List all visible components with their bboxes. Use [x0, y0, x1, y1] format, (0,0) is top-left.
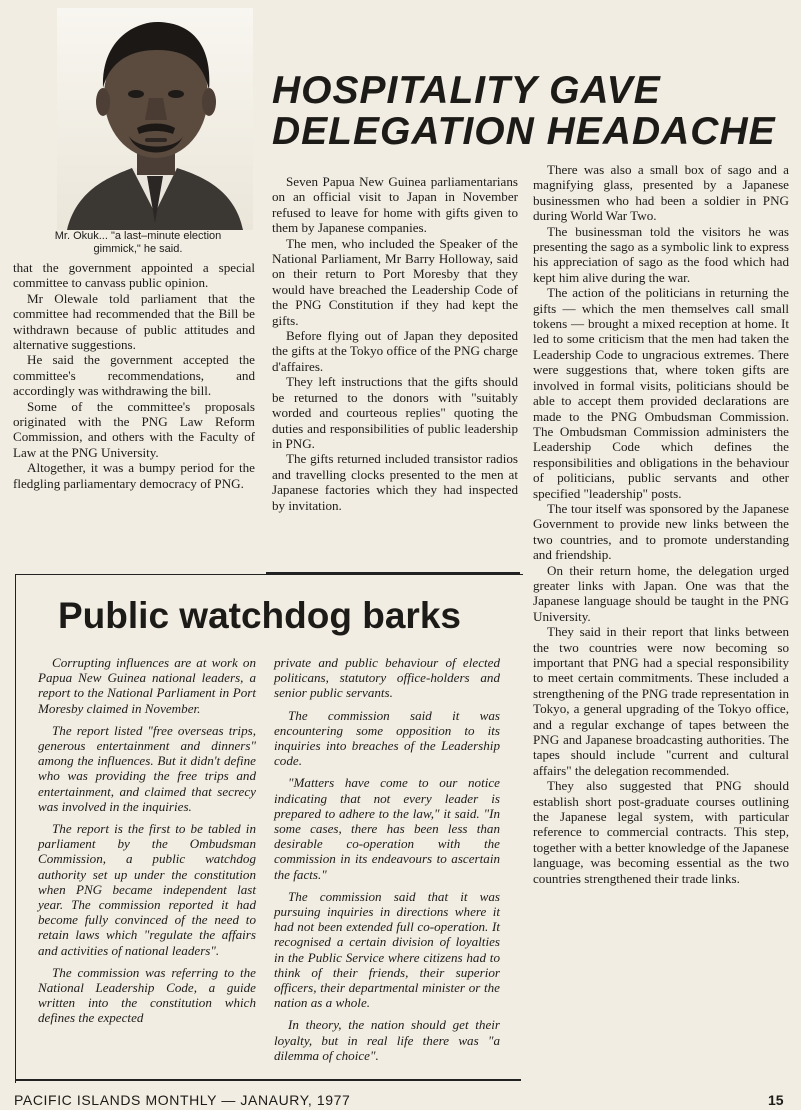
paragraph: Altogether, it was a bumpy period for the fledgling parliamentary democracy of PNG.	[13, 460, 255, 491]
article-column-1	[13, 260, 255, 491]
article-column-2	[272, 174, 518, 513]
page-number: 15	[768, 1092, 784, 1108]
box-column-2	[274, 655, 500, 1063]
headline	[272, 70, 792, 152]
box-bottom-rule	[15, 1079, 521, 1081]
paragraph: that the government appointed a special committee to canvass public opinion.	[13, 260, 255, 291]
paragraph: The action of the politicians in returning the gifts — which the men themselves call small tokens — brought a mixed reception at home. It led to some criticism that the men had taken the Leadership Code to ungracious extremes. There were suggestions that, where token gifts are involved in formal visits, politicians should be able to accept them provided declarations are made to the PNG Ombudsman Commission. The Ombudsman Commission administers the Leadership Code which defines the responsibilities and obligations in the behaviour of politicians, public servants and other specified "leadership" posts.	[533, 285, 789, 501]
portrait-illustration	[57, 8, 253, 230]
paragraph: "Matters have come to our notice indicating that not every leader is prepared to adhere to the law," it said. "In some cases, there has been less than desirable co-operation with the commission in its endeavours to ascertain the facts."	[274, 775, 500, 882]
caption-line-2: gimmick," he said.	[93, 243, 183, 255]
headline-line-1: HOSPITALITY GAVE	[272, 69, 661, 112]
paragraph: They also suggested that PNG should establish short post-graduate courses outlining the Japanese legal system, with particular reference to commercial contracts. This step, together with a better knowledge of the Japanese language, was becoming essential as the two countries strengthened their trade links.	[533, 778, 789, 886]
headline-line-2: DELEGATION HEADACHE	[272, 110, 776, 153]
paragraph: He said the government accepted the committee's recommendations, and accordingly was withdrawing the bill.	[13, 352, 255, 399]
paragraph: The men, who included the Speaker of the National Parliament, Mr Barry Holloway, said on their return to Port Moresby that they would have breached the Leadership Code of the PNG Constitution if they had kept the gifts.	[272, 235, 518, 328]
paragraph: There was also a small box of sago and a magnifying glass, presented by a Japanese businessmen who had been a soldier in PNG during World War Two.	[533, 162, 789, 224]
paragraph: The commission was referring to the National Leadership Code, a guide written into the constitution which defines the expected	[38, 964, 256, 1026]
publication-footer: PACIFIC ISLANDS MONTHLY — JANAURY, 1977	[14, 1092, 351, 1108]
paragraph: Mr Olewale told parliament that the committee had recommended that the Bill be withdrawn because of public attitudes and alternative suggestions.	[13, 290, 255, 353]
paragraph: In theory, the nation should get their loyalty, but in real life there was "a dilemma of choice".	[274, 1017, 500, 1063]
paragraph: The tour itself was sponsored by the Japanese Government to provide new links between the two countries, and to promote understanding and friendship.	[533, 500, 789, 563]
box-column-1	[38, 655, 256, 1026]
paragraph: Before flying out of Japan they deposited the gifts at the Tokyo office of the PNG charge d'affaires.	[272, 328, 518, 374]
box-top-rule	[266, 572, 520, 574]
paragraph: private and public behaviour of elected politicans, statutory office-holders and senior public servants.	[274, 655, 500, 701]
paragraph: They said in their report that links between the two countries were now becoming so important that PNG had a special responsibility to meet certain commitments. These included a strengthening of the PNG trade representation in Tokyo, a general upgrading of the Tokyo office, and a regular exchange of tapes between the PNG and Japanese broadcasting authorities. The tapes should include "current and cultural affairs" the delegation recommended.	[533, 624, 789, 778]
paragraph: The gifts returned included transistor radios and travelling clocks presented to the men at Japanese factories which they had inspected by invitation.	[272, 451, 518, 513]
caption-line-1: Mr. Okuk... "a last–minute election	[54, 230, 222, 242]
paragraph: Corrupting influences are at work on Papua New Guinea national leaders, a report to the National Parliament in Port Moresby claimed in November.	[38, 655, 256, 716]
paragraph: The commission said it was encountering some opposition to its inquiries into breaches of the Leadership code.	[274, 707, 500, 769]
paragraph: The report listed "free overseas trips, generous entertainment and dinners" among the influences. But it didn't define who was providing the free trips and entertainment, and claimed that secrecy was involved in the inquiries.	[38, 722, 256, 814]
paragraph: The commission said that it was pursuing inquiries in directions where it had not been extended full co-operation. It recognised a certain division of loyalties in the Public Service where citizens had to think of their friends, their superior officers, their departmental minister or the nation as a whole.	[274, 888, 500, 1011]
paragraph: On their return home, the delegation urged greater links with Japan. One was that the Japanese language should be taught in the PNG University.	[533, 562, 789, 624]
portrait-photo	[57, 8, 253, 230]
lead-paragraph: Seven Papua New Guinea parliamentarians on an official visit to Japan in November refused to leave for home with gifts given to them by Japanese companies.	[272, 174, 518, 236]
paragraph: Some of the committee's proposals originated with the PNG Law Reform Commission, and others with the Faculty of Law at the PNG University.	[13, 398, 255, 460]
box-title: Public watchdog barks	[58, 595, 461, 636]
paragraph: They left instructions that the gifts should be returned to the donors with "suitably worded and courteous replies" quoting the duties and responsibilities of public leadership in PNG.	[272, 374, 518, 451]
paragraph: The businessman told the visitors he was presenting the sago as a symbolic link to express his appreciation of sago as the food which had kept him alive during the war.	[533, 223, 789, 285]
paragraph: The report is the first to be tabled in parliament by the Ombudsman Commission, a public watchdog authority set up under the constitution when PNG became independent last year. The commission reported it had become fully convinced of the need to retain laws which "regulate the affairs and activities of national leaders".	[38, 821, 256, 958]
article-column-3	[533, 162, 789, 886]
photo-caption	[20, 230, 256, 256]
